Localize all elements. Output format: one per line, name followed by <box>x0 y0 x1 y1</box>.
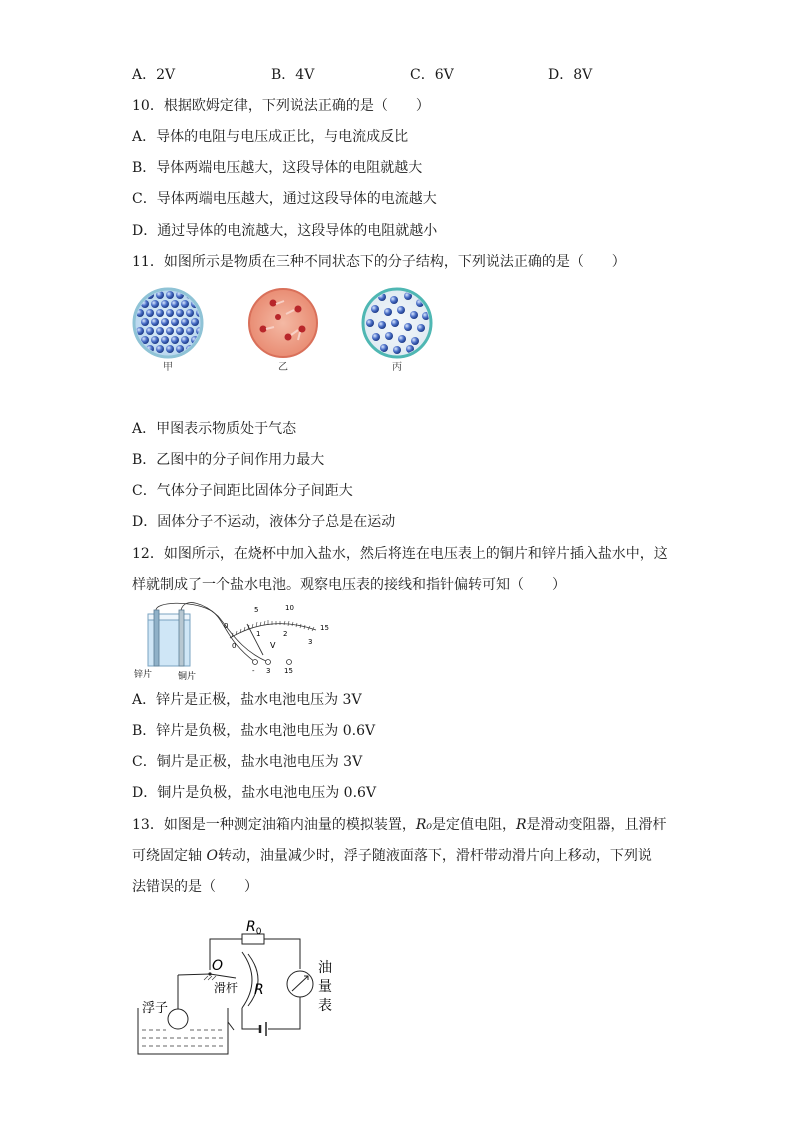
r-label: R <box>254 982 264 998</box>
q11-stem: 11．如图所示是物质在三种不同状态下的分子结构，下列说法正确的是（ ） <box>132 254 626 270</box>
copper-label: 铜片 <box>178 672 197 682</box>
q10-option-b[interactable]: B．导体两端电压越大，这段导体的电阻就越大 <box>132 160 423 176</box>
q12-option-b[interactable]: B．锌片是负极，盐水电池电压为 0.6V <box>132 723 376 739</box>
zinc-label: 锌片 <box>134 670 153 680</box>
liquid-state-circle <box>363 289 431 357</box>
scale-top-10: 10 <box>285 604 294 612</box>
voltmeter <box>224 604 329 675</box>
q10-stem: 10．根据欧姆定律，下列说法正确的是（ ） <box>132 98 430 114</box>
q11-molecule-figure <box>130 285 450 377</box>
scale-top-5: 5 <box>254 606 259 614</box>
q12-stem-line2: 样就制成了一个盐水电池。观察电压表的接线和指针偏转可知（ ） <box>132 577 566 593</box>
q12-stem-line1: 12．如图所示，在烧杯中加入盐水，然后将连在电压表上的铜片和锌片插入盐水中，这 <box>132 546 668 562</box>
q9-option-d[interactable]: D．8V <box>548 67 593 83</box>
scale-top-zero: 0 <box>224 622 229 630</box>
q12-salt-battery-figure <box>130 600 340 682</box>
label-yi: 乙 <box>278 362 288 373</box>
q12-option-a[interactable]: A．锌片是正极，盐水电池电压为 3V <box>132 692 362 708</box>
q11-option-a[interactable]: A．甲图表示物质处于气态 <box>132 421 297 437</box>
q13-oil-gauge-figure <box>132 912 342 1062</box>
q13-stem-line3: 法错误的是（ ） <box>132 879 258 895</box>
r0-symbol: R₀ <box>415 817 432 833</box>
o-label: O <box>212 958 224 974</box>
q9-option-c[interactable]: C．6V <box>410 67 454 83</box>
q10-option-a[interactable]: A．导体的电阻与电压成正比，与电流成反比 <box>132 129 409 145</box>
r0-label: $R_0$ <box>246 919 262 937</box>
q13-stem-line1: 13．如图是一种测定油箱内油量的模拟装置，R₀是定值电阻，R是滑动变阻器，且滑杆 <box>132 817 667 833</box>
meter-unit: V <box>270 641 276 650</box>
terminal-3: 3 <box>266 667 271 675</box>
q11-option-d[interactable]: D．固体分子不运动，液体分子总是在运动 <box>132 514 396 530</box>
scale-bottom-3: 3 <box>308 638 313 646</box>
scale-bottom-1: 1 <box>256 630 261 638</box>
meter-label-1: 油 <box>318 960 332 976</box>
slider-label: 滑杆 <box>214 981 239 995</box>
q9-options <box>132 66 652 86</box>
float-label: 浮子 <box>142 1001 169 1016</box>
label-bing: 丙 <box>392 362 402 373</box>
gas-state-circle <box>249 289 317 357</box>
q11-option-b[interactable]: B．乙图中的分子间作用力最大 <box>132 452 325 468</box>
solid-state-circle <box>134 289 204 357</box>
terminal-neg: - <box>252 667 255 675</box>
q10-option-c[interactable]: C．导体两端电压越大，通过这段导体的电流越大 <box>132 191 437 207</box>
meter-label-3: 表 <box>318 998 332 1014</box>
scale-bottom-0: 0 <box>232 642 237 650</box>
scale-bottom-2: 2 <box>283 630 288 638</box>
voltmeter-needle <box>247 624 263 655</box>
terminal-15: 15 <box>284 667 293 675</box>
q12-option-c[interactable]: C．铜片是正极，盐水电池电压为 3V <box>132 754 363 770</box>
q10-option-d[interactable]: D．通过导体的电流越大，这段导体的电阻就越小 <box>132 223 438 239</box>
meter-label-2: 量 <box>318 979 332 995</box>
q9-option-a[interactable]: A．2V <box>132 67 176 83</box>
scale-top-15: 15 <box>320 624 329 632</box>
label-jia: 甲 <box>163 362 173 373</box>
r-symbol: R <box>515 817 527 833</box>
q12-option-d[interactable]: D．铜片是负极，盐水电池电压为 0.6V <box>132 785 377 801</box>
q13-stem-line2: 可绕固定轴 O转动，油量减少时，浮子随液面落下，滑杆带动滑片向上移动，下列说 <box>132 848 652 864</box>
q11-option-c[interactable]: C．气体分子间距比固体分子间距大 <box>132 483 353 499</box>
o-symbol: O <box>206 848 218 864</box>
q9-option-b[interactable]: B．4V <box>271 67 315 83</box>
beaker <box>148 610 190 666</box>
